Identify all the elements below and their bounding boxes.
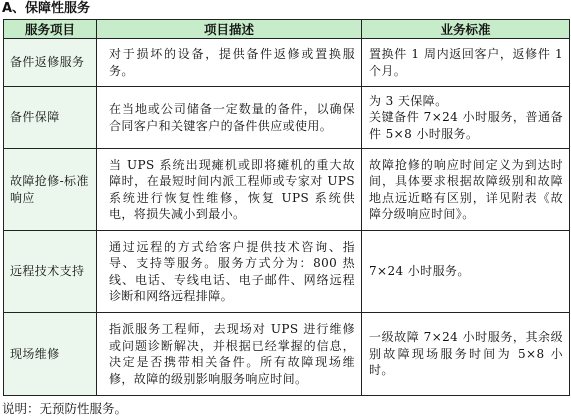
row-standard-cell: 故障抢修的响应时间定义为到达时间，具体要求根据故障级别和故障地点远近略有区别，详见附表《故障分级响应时间》。: [362, 149, 570, 231]
table-row: [4, 149, 570, 231]
row-standard-cell: 7×24 小时服务。: [362, 231, 570, 313]
table-row: [4, 313, 570, 396]
row-standard-cell: 为 3 天保障。 关键备件 7×24 小时服务，普通备件 5×8 小时服务。: [362, 87, 570, 149]
row-item-cell: 故障抢修-标准响应: [4, 149, 97, 231]
section-title: A、保障性服务: [2, 1, 91, 16]
footnote: 说明：无预防性服务。: [2, 401, 128, 416]
table-header-row: [4, 20, 570, 39]
row-standard-cell: 置换件 1 周内返回客户，返修件 1 个月。: [362, 39, 570, 87]
table-row: [4, 87, 570, 149]
row-item-cell: 远程技术支持: [4, 231, 97, 313]
service-table: [3, 19, 570, 396]
table-row: [4, 231, 570, 313]
row-description-cell: 当 UPS 系统出现瘫机或即将瘫机的重大故障时，在最短时间内派工程师或专家对 UPS 系统进行恢复性维修，恢复 UPS 系统供电，将损失减小到最小。: [97, 149, 362, 231]
table-row: [4, 39, 570, 87]
header-description: 项目描述: [97, 20, 362, 39]
row-description-cell: 对于损坏的设备，提供备件返修或置换服务。: [97, 39, 362, 87]
row-item-cell: 备件保障: [4, 87, 97, 149]
row-description-cell: 在当地或公司储备一定数量的备件，以确保合同客户和关键客户的备件供应或使用。: [97, 87, 362, 149]
row-standard-cell: 一级故障 7×24 小时服务，其余级别故障现场服务时间为 5×8 小时。: [362, 313, 570, 396]
row-description-cell: 通过远程的方式给客户提供技术咨询、指导、支持等服务。服务方式分为：800 热线、电话、专线电话、电子邮件、网络远程诊断和网络远程排障。: [97, 231, 362, 313]
header-standard: 业务标准: [362, 20, 570, 39]
row-description-cell: 指派服务工程师，去现场对 UPS 进行维修或问题诊断解决，并根据已经掌握的信息，决定是否携带相关备件。所有故障现场维修，故障的级别影响服务响应时间。: [97, 313, 362, 396]
row-item-cell: 现场维修: [4, 313, 97, 396]
header-service-item: 服务项目: [4, 20, 97, 39]
row-item-cell: 备件返修服务: [4, 39, 97, 87]
